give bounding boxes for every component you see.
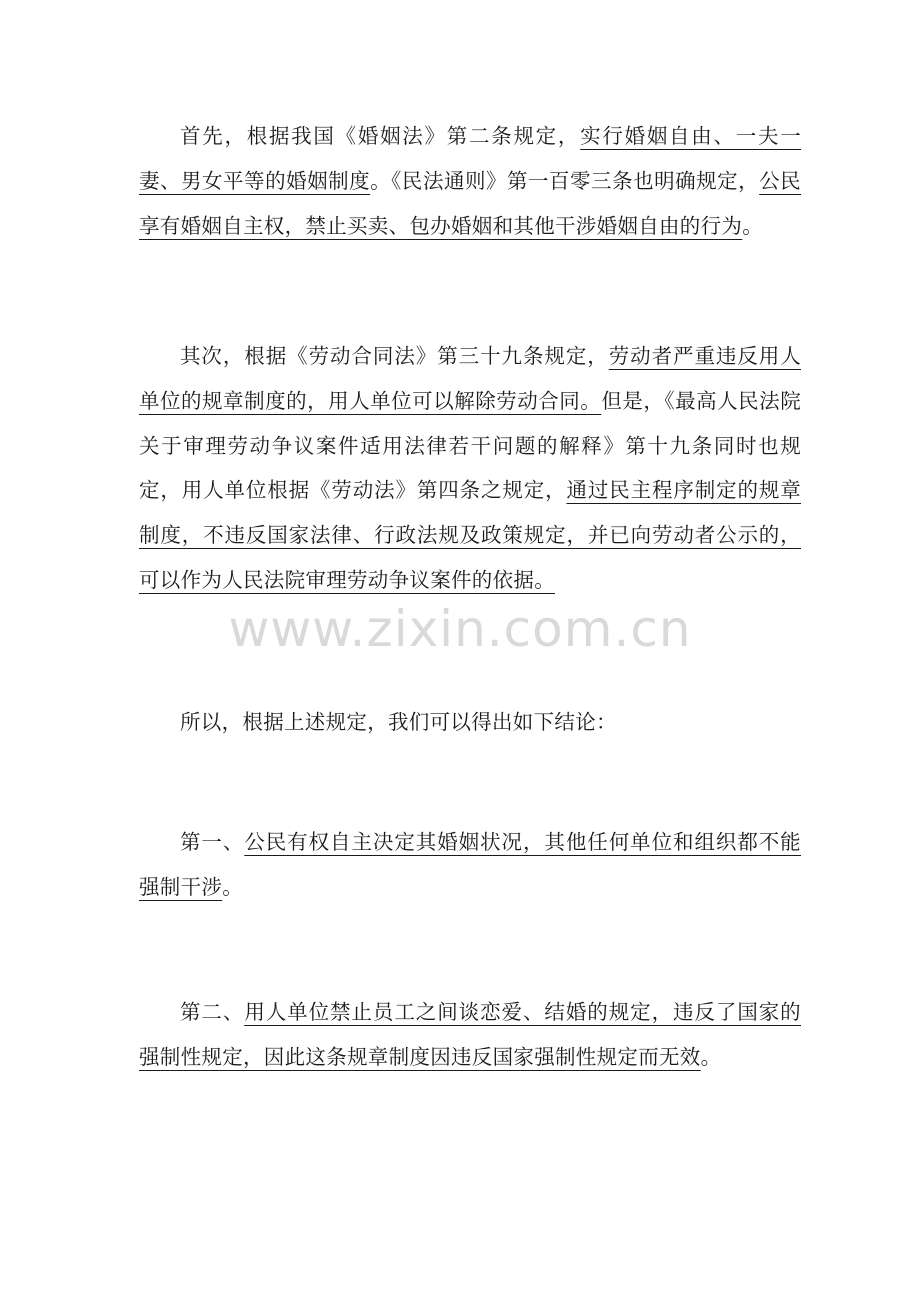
paragraph-conclusion-second (139, 990, 801, 1080)
underlined-text: 劳动者严重违反用人单位的规章制度的，用人单位可以解除劳动合同。 (139, 344, 802, 413)
text-segment: 第一、 (180, 830, 245, 854)
text-segment: 。 (700, 1044, 722, 1069)
underlined-text: 公民享有婚姻自主权，禁止买卖、包办婚姻和其他干涉婚姻自由的行为 (139, 168, 801, 238)
text-segment: 但是，《最高人民法院关于审理劳动争议案件适用法律若干问题的解释》第十九条同时也规定，用人单位根据《劳动法》第四条之规定， (139, 388, 801, 503)
underlined-text: 公民有权自主决定其婚姻状况，其他任何单位和组织都不能强制干涉 (139, 830, 801, 899)
text-segment: 。 (742, 213, 764, 238)
text-segment: 所以，根据上述规定，我们可以得出如下结论： (180, 710, 617, 734)
paragraph-marriage-law (139, 114, 801, 248)
text-segment: 。 (222, 874, 244, 899)
text-segment: 。《民法通则》第一百零三条也明确规定， (370, 168, 760, 193)
watermark-text: www.zixin.com.cn (228, 600, 692, 658)
text-segment: 其次，根据《劳动合同法》第三十九条规定， (180, 344, 609, 368)
underlined-text: 通过民主程序制定的规章制度，不违反国家法律、行政法规及政策规定，并已向劳动者公示的，可以作为人民法院审理劳动争议案件的依据。 (139, 478, 801, 592)
paragraph-conclusion-intro (139, 700, 801, 745)
underlined-text: 实行婚姻自由、一夫一妻、男女平等的婚姻制度 (139, 124, 802, 193)
paragraph-labor-contract-law (139, 334, 801, 603)
text-segment: 首先，根据我国《婚姻法》第二条规定， (180, 124, 581, 148)
text-segment: 第二、 (180, 1000, 245, 1024)
underlined-text: 用人单位禁止员工之间谈恋爱、结婚的规定，违反了国家的强制性规定，因此这条规章制度因违反国家强制性规定而无效 (139, 1000, 801, 1069)
paragraph-conclusion-first (139, 820, 801, 910)
